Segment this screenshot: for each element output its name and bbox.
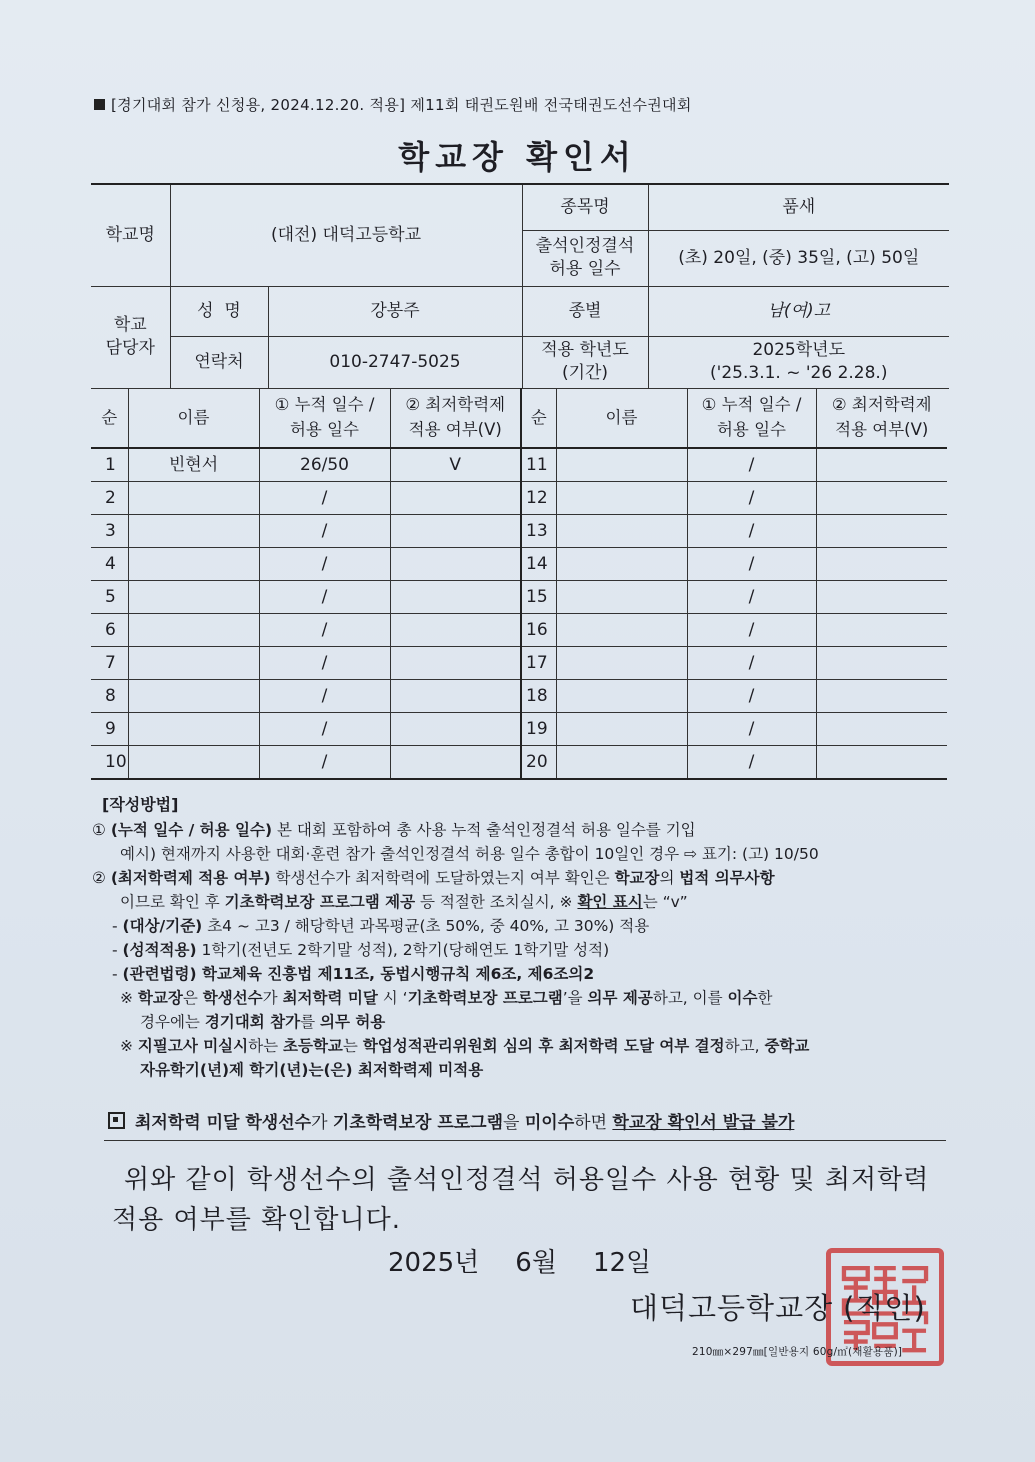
method-item2 bbox=[92, 866, 952, 890]
roster-no-cell: 18 bbox=[521, 680, 556, 713]
roster-days-cell: / bbox=[259, 713, 390, 746]
contact-label: 연락처 bbox=[170, 336, 268, 388]
roster-min-cell bbox=[816, 713, 947, 746]
roster-no-cell: 14 bbox=[521, 548, 556, 581]
paper-spec: 210㎜×297㎜[일반용지 60g/㎡(재활용품)] bbox=[692, 1346, 903, 1358]
roster-row bbox=[91, 448, 947, 482]
roster-no-cell: 11 bbox=[521, 448, 556, 482]
roster-row bbox=[91, 647, 947, 680]
roster-no-cell: 20 bbox=[521, 746, 556, 780]
roster-min-cell bbox=[816, 581, 947, 614]
roster-row bbox=[91, 482, 947, 515]
roster-row bbox=[91, 713, 947, 746]
gender-label: 종별 bbox=[522, 286, 648, 336]
note1-b: 은 bbox=[182, 988, 203, 1007]
gender-value: 남(여)고 bbox=[648, 286, 949, 336]
method-item2-line2 bbox=[92, 890, 952, 914]
method-sub3: - (관련법령) 학교체육 진흥법 제11조, 동법시행규칙 제6조, 제6조의2 bbox=[112, 964, 595, 983]
year-value-line2: ('25.3.1. ~ '26 2.28.) bbox=[710, 363, 888, 383]
roster-body bbox=[91, 448, 947, 779]
roster-row bbox=[91, 581, 947, 614]
year-label-line1: 적용 학년도 bbox=[541, 340, 629, 361]
note1-f: 시 ‘ bbox=[377, 988, 408, 1007]
roster-min-cell bbox=[816, 746, 947, 780]
roster-no-cell: 4 bbox=[91, 548, 128, 581]
item2-line2-a: 이므로 확인 후 bbox=[120, 892, 225, 911]
roster-days-cell: / bbox=[259, 614, 390, 647]
note1-c: 학생선수 bbox=[202, 988, 263, 1007]
header-no-right: 순 bbox=[521, 389, 556, 449]
note2-e: 학업성적관리위원회 심의 후 최저학력 도달 여부 결정 bbox=[362, 1036, 725, 1055]
roster-days-cell: / bbox=[259, 515, 390, 548]
roster-days-cell: / bbox=[687, 581, 816, 614]
roster-name-cell bbox=[128, 746, 259, 780]
sub2-bold: (성적적용) bbox=[122, 940, 197, 959]
item2-line2-bold-u: 확인 표시 bbox=[577, 892, 643, 911]
header-min-line1: ② 최저학력제 bbox=[405, 395, 506, 415]
event-label: 종목명 bbox=[522, 184, 648, 230]
roster-min-cell bbox=[390, 746, 521, 780]
roster-no-cell: 17 bbox=[521, 647, 556, 680]
year-value-line1: 2025학년도 bbox=[752, 340, 846, 361]
roster-no-cell: 3 bbox=[91, 515, 128, 548]
roster-name-cell bbox=[128, 680, 259, 713]
roster-min-cell bbox=[816, 448, 947, 482]
roster-name-cell bbox=[128, 482, 259, 515]
method-item1 bbox=[92, 818, 952, 842]
roster-min-cell bbox=[390, 581, 521, 614]
note2-g: 중학교 bbox=[764, 1036, 810, 1055]
note2-d: 는 bbox=[342, 1036, 363, 1055]
item2-bold-d: 법적 의무사항 bbox=[679, 868, 775, 887]
roster-min-cell bbox=[390, 515, 521, 548]
square-bullet-icon bbox=[94, 99, 105, 110]
writing-method bbox=[92, 793, 952, 1082]
conclusion-e: 미이수 bbox=[524, 1113, 575, 1133]
roster-min-cell bbox=[390, 713, 521, 746]
conclusion-line bbox=[108, 1108, 938, 1133]
contact-value: 010-2747-5025 bbox=[268, 336, 522, 388]
roster-row bbox=[91, 614, 947, 647]
roster-min-cell bbox=[816, 614, 947, 647]
roster-name-cell bbox=[556, 548, 687, 581]
note1-line2-b: 를 bbox=[300, 1012, 320, 1031]
roster-name-cell bbox=[128, 713, 259, 746]
item2-text-c: 의 bbox=[659, 868, 680, 887]
header-name-left: 이름 bbox=[128, 389, 259, 449]
name-value: 강봉주 bbox=[268, 286, 522, 336]
confirm-line1: 위와 같이 학생선수의 출석인정결석 허용일수 사용 현황 및 최저학력 bbox=[124, 1165, 930, 1195]
roster-min-cell bbox=[390, 647, 521, 680]
item2-line2-b: 등 적절한 조치실시, ※ bbox=[415, 892, 578, 911]
roster-name-cell bbox=[556, 482, 687, 515]
roster-name-cell bbox=[556, 581, 687, 614]
note2-f: 하고, bbox=[724, 1036, 765, 1055]
note1-k: 이수 bbox=[727, 988, 758, 1007]
method-note2: ※ 지필고사 미실시하는 초등학교는 학업성적관리위원회 심의 후 최저학력 도달 여부 결정하고, 중학교 bbox=[120, 1036, 810, 1055]
sub1-text: 초4 ~ 고3 / 해당학년 과목평균(초 50%, 중 40%, 고 30%) 적용 bbox=[202, 916, 650, 935]
note1-e: 최저학력 미달 bbox=[282, 988, 378, 1007]
seal-label: (직인) bbox=[843, 1291, 926, 1325]
header-days-line2: 허용 일수 bbox=[716, 420, 786, 439]
header-days-line2: 허용 일수 bbox=[289, 420, 359, 439]
roster-min-cell bbox=[390, 548, 521, 581]
year-value bbox=[648, 336, 949, 388]
header-min-right bbox=[816, 389, 947, 449]
method-title: [작성방법] bbox=[102, 795, 179, 814]
roster-header-row bbox=[91, 389, 947, 449]
note2-a: 지필고사 미실시 bbox=[137, 1036, 249, 1055]
roster-days-cell: / bbox=[687, 713, 816, 746]
roster-no-cell: 16 bbox=[521, 614, 556, 647]
absence-label-line1: 출석인정결석 bbox=[535, 236, 635, 257]
roster-name-cell bbox=[556, 680, 687, 713]
roster-name-cell bbox=[556, 713, 687, 746]
roster-name-cell bbox=[556, 515, 687, 548]
note1-g: 기초학력보장 프로그램 bbox=[407, 988, 563, 1007]
date-day: 12일 bbox=[592, 1248, 652, 1278]
note1-line2-bold: 경기대회 참가 bbox=[204, 1012, 301, 1031]
roster-no-cell: 9 bbox=[91, 713, 128, 746]
roster-days-cell: / bbox=[687, 548, 816, 581]
year-label bbox=[522, 336, 648, 388]
roster-days-cell: 26/50 bbox=[259, 448, 390, 482]
item2-line2-bold: 기초학력보장 프로그램 제공 bbox=[224, 892, 416, 911]
confirmation-text bbox=[112, 1160, 942, 1241]
header-days-left bbox=[259, 389, 390, 449]
roster-min-cell bbox=[816, 680, 947, 713]
date-month: 6월 bbox=[515, 1248, 557, 1278]
roster-no-cell: 19 bbox=[521, 713, 556, 746]
header-min-line1: ② 최저학력제 bbox=[831, 395, 932, 415]
form-header-line bbox=[94, 94, 692, 115]
roster-days-cell: / bbox=[687, 680, 816, 713]
roster-no-cell: 5 bbox=[91, 581, 128, 614]
roster-no-cell: 6 bbox=[91, 614, 128, 647]
header-days-right bbox=[687, 389, 816, 449]
conclusion-g: 학교장 확인서 발급 불가 bbox=[612, 1113, 795, 1133]
note1-j: 하고, 이를 bbox=[652, 988, 728, 1007]
item1-marker: ① bbox=[92, 820, 106, 839]
school-label: 학교명 bbox=[91, 184, 170, 286]
note1-line2-bold2: 의무 허용 bbox=[319, 1012, 386, 1031]
date-year: 2025년 bbox=[388, 1248, 480, 1278]
roster-name-cell: 빈현서 bbox=[128, 448, 259, 482]
signer bbox=[630, 1286, 926, 1327]
roster-min-cell bbox=[390, 614, 521, 647]
manager-label-line1: 학교 bbox=[113, 315, 147, 336]
checkbox-arrow-icon bbox=[108, 1112, 125, 1129]
roster-days-cell: / bbox=[259, 548, 390, 581]
manager-label-line2: 담당자 bbox=[105, 338, 155, 358]
absence-value: (초) 20일, (중) 35일, (고) 50일 bbox=[648, 230, 949, 286]
sub1-bold: (대상/기준) bbox=[122, 916, 203, 935]
item1-bold: (누적 일수 / 허용 일수) bbox=[110, 820, 273, 839]
header-min-left bbox=[390, 389, 521, 449]
roster-no-cell: 15 bbox=[521, 581, 556, 614]
header-name-right: 이름 bbox=[556, 389, 687, 449]
sub2-text: 1학기(전년도 2학기말 성적), 2학기(당해연도 1학기말 성적) bbox=[196, 940, 610, 959]
confirm-line2: 적용 여부를 확인합니다. bbox=[112, 1205, 401, 1236]
note2-c: 초등학교 bbox=[283, 1036, 343, 1055]
conclusion-c: 기초학력보장 프로그램 bbox=[332, 1113, 504, 1133]
roster-no-cell: 2 bbox=[91, 482, 128, 515]
roster-no-cell: 8 bbox=[91, 680, 128, 713]
item2-marker: ② bbox=[92, 868, 106, 887]
manager-label bbox=[91, 286, 170, 388]
header-days-line1: ① 누적 일수 / bbox=[274, 395, 375, 415]
roster-days-cell: / bbox=[259, 746, 390, 780]
roster-name-cell bbox=[128, 614, 259, 647]
roster-min-cell bbox=[816, 548, 947, 581]
absence-label bbox=[522, 230, 648, 286]
roster-days-cell: / bbox=[687, 647, 816, 680]
event-value: 품새 bbox=[648, 184, 949, 230]
roster-days-cell: / bbox=[687, 515, 816, 548]
roster-days-cell: / bbox=[259, 647, 390, 680]
roster-min-cell: V bbox=[390, 448, 521, 482]
roster-no-cell: 10 bbox=[91, 746, 128, 780]
note1-h: ’을 bbox=[562, 988, 588, 1007]
roster-no-cell: 13 bbox=[521, 515, 556, 548]
conclusion-a: 최저학력 미달 학생선수 bbox=[135, 1113, 312, 1133]
roster-days-cell: / bbox=[687, 746, 816, 780]
method-note2-line2: 자유학기(년)제 학기(년)는(은) 최저학력제 미적용 bbox=[140, 1060, 484, 1079]
note1-l: 한 bbox=[757, 988, 773, 1007]
roster-no-cell: 1 bbox=[91, 448, 128, 482]
note2-b: 하는 bbox=[248, 1036, 284, 1055]
item2-bold-b: 학교장 bbox=[614, 868, 660, 887]
divider bbox=[104, 1140, 946, 1141]
note1-line2-a: 경우에는 bbox=[140, 1012, 205, 1031]
roster-row bbox=[91, 680, 947, 713]
roster-name-cell bbox=[556, 614, 687, 647]
roster-row bbox=[91, 746, 947, 780]
roster-name-cell bbox=[128, 548, 259, 581]
roster-min-cell bbox=[390, 482, 521, 515]
roster-no-cell: 12 bbox=[521, 482, 556, 515]
school-value: (대전) 대덕고등학교 bbox=[170, 184, 522, 286]
sub3-text: 학교체육 진흥법 제11조, 동법시행규칙 제6조, 제6조의2 bbox=[196, 964, 595, 983]
signer-name: 대덕고등학교장 bbox=[630, 1291, 834, 1325]
method-note1: ※ 학교장은 학생선수가 최저학력 미달 시 ‘기초학력보장 프로그램’을 의무 제공하고, 이를 이수한 bbox=[120, 988, 773, 1007]
info-table bbox=[91, 183, 949, 389]
roster-name-cell bbox=[556, 746, 687, 780]
header-text: [경기대회 참가 신청용, 2024.12.20. 적용] 제11회 태권도원배 전국태권도선수권대회 bbox=[111, 96, 692, 114]
roster-min-cell bbox=[816, 515, 947, 548]
name-label: 성 명 bbox=[170, 286, 268, 336]
header-days-line1: ① 누적 일수 / bbox=[701, 395, 802, 415]
roster-name-cell bbox=[556, 647, 687, 680]
roster-days-cell: / bbox=[687, 448, 816, 482]
roster-name-cell bbox=[128, 581, 259, 614]
method-item1-example: 예시) 현재까지 사용한 대회·훈련 참가 출석인정결석 허용 일수 총합이 10일인 경우 ⇨ 표기: (고) 10/50 bbox=[120, 844, 819, 863]
roster-name-cell bbox=[128, 515, 259, 548]
method-note1-line2 bbox=[92, 1010, 952, 1034]
roster-no-cell: 7 bbox=[91, 647, 128, 680]
roster-table bbox=[91, 388, 947, 780]
roster-days-cell: / bbox=[259, 581, 390, 614]
item2-line2-c: 는 “v” bbox=[642, 892, 688, 911]
header-min-line2: 적용 여부(V) bbox=[408, 420, 502, 439]
note1-i: 의무 제공 bbox=[587, 988, 653, 1007]
document-title: 학교장 확인서 bbox=[398, 138, 637, 176]
roster-row bbox=[91, 515, 947, 548]
conclusion-b: 가 bbox=[311, 1113, 333, 1133]
roster-min-cell bbox=[816, 647, 947, 680]
roster-days-cell: / bbox=[687, 614, 816, 647]
method-sub2: - (성적적용) 1학기(전년도 2학기말 성적), 2학기(당해연도 1학기말 성적) bbox=[112, 940, 610, 959]
item2-text-a: 학생선수가 최저학력에 도달하였는지 여부 확인은 bbox=[270, 868, 615, 887]
sub3-bold: (관련법령) bbox=[122, 964, 197, 983]
method-sub1: - (대상/기준) 초4 ~ 고3 / 해당학년 과목평균(초 50%, 중 40%, 고 30%) 적용 bbox=[112, 916, 650, 935]
note1-d: 가 bbox=[262, 988, 283, 1007]
roster-days-cell: / bbox=[259, 680, 390, 713]
note1-a: 학교장 bbox=[137, 988, 183, 1007]
header-no-left: 순 bbox=[91, 389, 128, 449]
roster-days-cell: / bbox=[687, 482, 816, 515]
issue-date bbox=[388, 1242, 687, 1279]
year-label-line2: (기간) bbox=[561, 363, 609, 383]
conclusion-d: 을 bbox=[503, 1113, 525, 1133]
item1-text: 본 대회 포함하여 총 사용 누적 출석인정결석 허용 일수를 기입 bbox=[272, 820, 696, 839]
item2-bold: (최저학력제 적용 여부) bbox=[110, 868, 271, 887]
roster-row bbox=[91, 548, 947, 581]
roster-days-cell: / bbox=[259, 482, 390, 515]
roster-name-cell bbox=[556, 448, 687, 482]
roster-name-cell bbox=[128, 647, 259, 680]
conclusion-f: 하면 bbox=[574, 1113, 613, 1133]
roster-min-cell bbox=[816, 482, 947, 515]
header-min-line2: 적용 여부(V) bbox=[835, 420, 929, 439]
absence-label-line2: 허용 일수 bbox=[549, 259, 621, 279]
roster-min-cell bbox=[390, 680, 521, 713]
